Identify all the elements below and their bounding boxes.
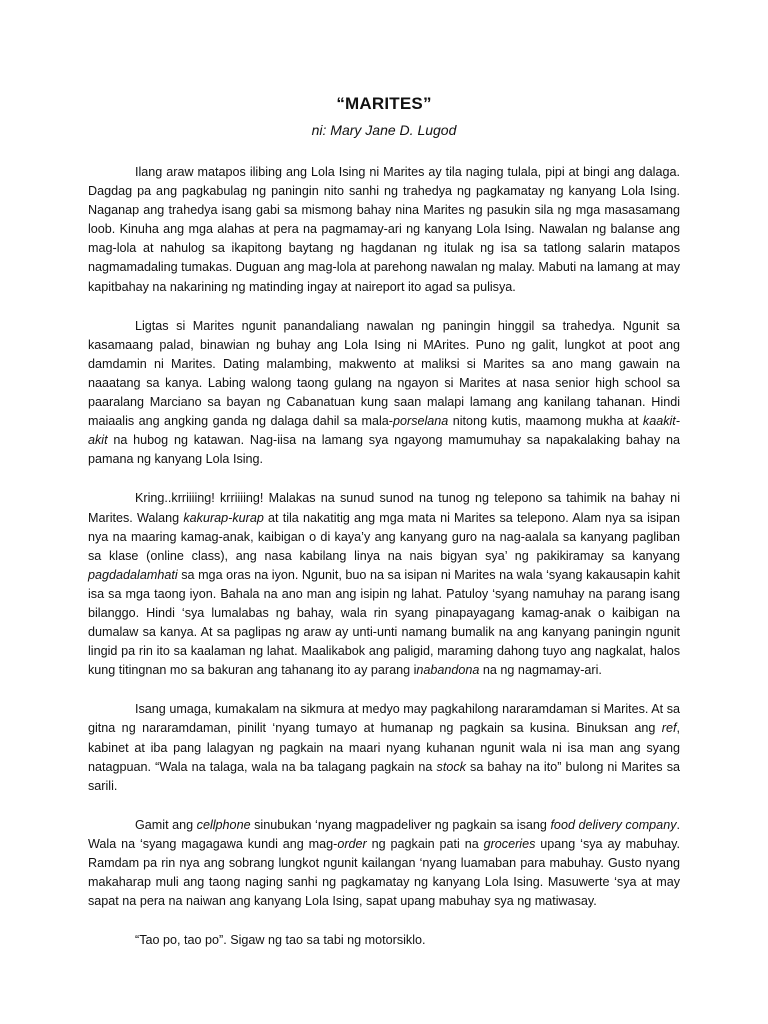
- text-run: Ligtas si Marites ngunit panandaliang nawalan ng paningin hinggil sa trahedya. Ngunit sa kasamaang palad, binawian ng buhay ang Lola Ising ni MArites. Puno ng galit, lungkot at poot ang damdamin ni Marites. Dating malambing, makwento at maliksi si Marites sa ano mang gawain na naaatang sa kanya. Labing walong taong gulang na ngayon si Marites at nasa senior high school sa paaralang Marciano sa bayan ng Cabanatuan kung saan malapi lamang ang kanilang tahanan. Hindi maiaalis ang angking ganda ng dalaga dahil sa mala-: [88, 318, 680, 429]
- italic-text-run: kakurap-kurap: [183, 510, 264, 525]
- italic-text-run: groceries: [483, 836, 536, 851]
- story-paragraph: [88, 931, 680, 950]
- text-run: sa bahay na ito” bulong ni Marites sa sarili.: [88, 759, 680, 793]
- italic-text-run: pagdadalamhati: [88, 567, 178, 582]
- italic-text-run: ref: [661, 721, 677, 736]
- story-paragraph: [88, 816, 680, 911]
- text-run: ng pagkain pati na: [366, 836, 484, 851]
- italic-text-run: nabandona: [416, 663, 480, 678]
- italic-text-run: cellphone: [196, 817, 251, 832]
- text-run: sa mga oras na iyon. Ngunit, buo na sa isipan ni Marites na wala ‘syang kakausapin kahit isa sa mga taong iyon. Bahala na ano man ang isipin ng lahat. Patuloy ‘syang namuhay na parang isang bilanggo. Hindi ‘sya lumalabas ng bahay, wala rin syang pinapayagang kamag-anak o kaibigan na dumalaw sa kanya. At sa paglipas ng araw ay unti-unti namang bumalik na ang kanyang paningin ngunit lingid pa rin ito sa kaalaman ng lahat. Maalikabok ang paligid, maraming dahong tuyo ang nagkalat, halos kung titingnan mo sa bakuran ang tahanang ito ay parang i: [88, 567, 680, 678]
- italic-text-run: stock: [436, 759, 466, 774]
- story-body: [88, 163, 680, 970]
- story-paragraph: [88, 700, 680, 795]
- text-run: . Wala na ‘syang magagawa kundi ang mag-: [88, 817, 680, 851]
- text-run: sinubukan ‘nyang magpadeliver ng pagkain sa isang: [250, 817, 551, 832]
- text-run: Isang umaga, kumakalam na sikmura at medyo may pagkahilong nararamdaman si Marites. At sa gitna ng nararamdaman, pinilit ‘nyang tumayo at humanap ng pagkain sa kusina. Binuksan ang: [88, 702, 680, 736]
- italic-text-run: kaakit-akit: [88, 414, 680, 448]
- text-run: Ilang araw matapos ilibing ang Lola Ising ni Marites ay tila naging tulala, pipi at bingi ang dalaga. Dagdag pa ang pagkabulag ng paningin nito sanhi ng trahedya ng pagkamatay ng kanyang Lola Ising. Naganap ang trahedya isang gabi sa mismong bahay nina Marites ng pasukin sila ng mga masasamang loob. Kinuha ang mga alahas at pera na pagmamay-ari ng kanyang Lola Ising. Nawalan ng balanse ang mag-lola at nahulog sa ikapitong baytang ng hagdanan ng itulak ng isa sa tatlong salarin matapos nagmamadaling tumakas. Duguan ang mag-lola at parehong nawalan ng malay. Mabuti na lamang at may kapitbahay na nakarining ng matinding ingay at naireport ito agad sa pulisya.: [88, 165, 680, 294]
- italic-text-run: porselana: [393, 414, 449, 429]
- text-run: at tila nakatitig ang mga mata ni Marites sa telepono. Alam nya sa isipan nya na maaring kamag-anak, kaibigan o di kaya’y ang kanyang guro na nag-aalala sa kanyang pagliban sa klase (online class), ang nasa kabilang linya na nais bigyan sya’ ng pakikiramay sa kanyang: [88, 510, 680, 563]
- story-paragraph: [88, 317, 680, 470]
- text-run: na ng nagmamay-ari.: [479, 663, 602, 678]
- italic-text-run: food delivery company: [550, 817, 677, 832]
- story-paragraph: [88, 489, 680, 680]
- text-run: upang ‘sya ay mabuhay. Ramdam pa rin nya ang sobrang lungkot ngunit kailangan ‘nyang luamaban para mabuhay. Gusto nyang makaharap muli ang taong naging sanhi ng pagkamatay ng kanyang Lola Ising. Masuwerte ‘sya at may sapat na pera na naiwan ang kanyang Lola Ising, sapat upang mabuhay sya ng matiwasay.: [88, 836, 680, 909]
- italic-text-run: order: [337, 836, 367, 851]
- text-run: “Tao po, tao po”. Sigaw ng tao sa tabi ng motorsiklo.: [135, 933, 426, 948]
- document-title: “MARITES”: [336, 94, 432, 113]
- text-run: Gamit ang: [135, 817, 197, 832]
- text-run: na hubog ng katawan. Nag-iisa na lamang sya ngayong mamumuhay sa napakalaking bahay na pamana ng kanyang Lola Ising.: [88, 433, 680, 467]
- text-run: Kring..krriiiing! krriiiing! Malakas na sunud sunod na tunog ng telepono sa tahimik na bahay ni Marites. Walang: [88, 491, 680, 525]
- text-run: nitong kutis, maamong mukha at: [448, 414, 643, 429]
- text-run: , kabinet at iba pang lalagyan ng pagkain na maari nyang kuhanan ngunit wala ni isa man ang syang natagpuan. “Wala na talaga, wala na ba talagang pagkain na: [88, 721, 680, 774]
- author-byline: ni: Mary Jane D. Lugod: [311, 122, 457, 138]
- story-paragraph: [88, 163, 680, 297]
